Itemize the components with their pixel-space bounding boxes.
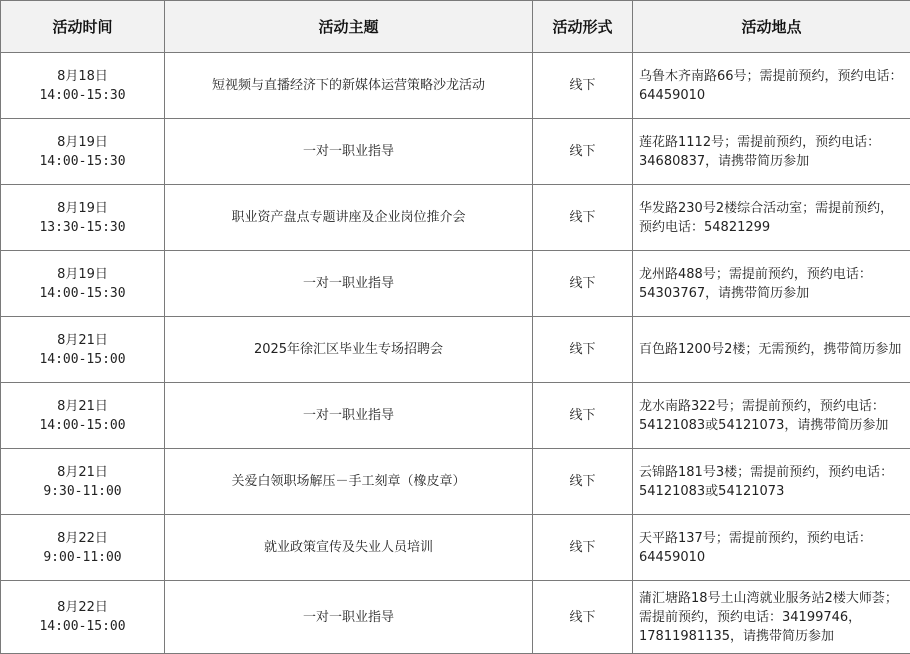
table-header: [1, 1, 910, 53]
location-cell: [633, 581, 910, 654]
time-text: 9:30-11:00: [5, 482, 160, 501]
location-text: 华发路230号2楼综合活动室；需提前预约，预约电话：54821299: [637, 199, 906, 237]
location-cell: [633, 53, 910, 119]
date-text: 8月19日: [5, 133, 160, 152]
location-text: 天平路137号；需提前预约，预约电话：64459010: [637, 529, 906, 567]
location-text: 龙水南路322号；需提前预约，预约电话：54121083或54121073，请携带简历参加: [637, 397, 906, 435]
location-text: 乌鲁木齐南路66号；需提前预约，预约电话：64459010: [637, 67, 906, 105]
table-row: [1, 449, 910, 515]
format-cell: 线下: [533, 383, 633, 449]
table-row: [1, 317, 910, 383]
location-cell: [633, 515, 910, 581]
time-text: 14:00-15:30: [5, 284, 160, 303]
format-cell: 线下: [533, 185, 633, 251]
location-cell: [633, 449, 910, 515]
topic-cell: 2025年徐汇区毕业生专场招聘会: [165, 317, 533, 383]
location-cell: [633, 185, 910, 251]
time-cell: [1, 449, 165, 515]
table-row: [1, 185, 910, 251]
location-cell: [633, 317, 910, 383]
table-body: [1, 53, 910, 654]
location-text: 云锦路181号3楼；需提前预约，预约电话：54121083或54121073: [637, 463, 906, 501]
location-cell: [633, 119, 910, 185]
format-cell: 线下: [533, 251, 633, 317]
table-row: [1, 515, 910, 581]
date-text: 8月21日: [5, 463, 160, 482]
format-cell: 线下: [533, 53, 633, 119]
time-text: 14:00-15:30: [5, 86, 160, 105]
format-cell: 线下: [533, 581, 633, 654]
time-cell: [1, 383, 165, 449]
time-text: 14:00-15:30: [5, 152, 160, 171]
topic-cell: 职业资产盘点专题讲座及企业岗位推介会: [165, 185, 533, 251]
table-row: [1, 383, 910, 449]
topic-cell: 一对一职业指导: [165, 119, 533, 185]
topic-cell: 就业政策宣传及失业人员培训: [165, 515, 533, 581]
header-activity-time: 活动时间: [1, 1, 165, 53]
time-cell: [1, 251, 165, 317]
topic-cell: 一对一职业指导: [165, 383, 533, 449]
table-row: [1, 53, 910, 119]
topic-cell: 关爱白领职场解压－手工刻章（橡皮章）: [165, 449, 533, 515]
format-cell: 线下: [533, 119, 633, 185]
location-cell: [633, 251, 910, 317]
location-text: 莲花路1112号；需提前预约，预约电话：34680837，请携带简历参加: [637, 133, 906, 171]
topic-cell: 一对一职业指导: [165, 251, 533, 317]
time-text: 13:30-15:30: [5, 218, 160, 237]
date-text: 8月21日: [5, 331, 160, 350]
time-cell: [1, 515, 165, 581]
header-activity-topic: 活动主题: [165, 1, 533, 53]
header-row: [1, 1, 910, 53]
date-text: 8月19日: [5, 265, 160, 284]
header-activity-format: 活动形式: [533, 1, 633, 53]
date-text: 8月22日: [5, 598, 160, 617]
time-text: 14:00-15:00: [5, 350, 160, 369]
time-cell: [1, 581, 165, 654]
date-text: 8月22日: [5, 529, 160, 548]
time-cell: [1, 317, 165, 383]
date-text: 8月21日: [5, 397, 160, 416]
table-row: [1, 251, 910, 317]
header-activity-location: 活动地点: [633, 1, 910, 53]
time-text: 14:00-15:00: [5, 617, 160, 636]
topic-cell: 短视频与直播经济下的新媒体运营策略沙龙活动: [165, 53, 533, 119]
time-cell: [1, 53, 165, 119]
table-row: [1, 119, 910, 185]
topic-cell: 一对一职业指导: [165, 581, 533, 654]
time-text: 9:00-11:00: [5, 548, 160, 567]
date-text: 8月19日: [5, 199, 160, 218]
format-cell: 线下: [533, 449, 633, 515]
time-cell: [1, 185, 165, 251]
time-text: 14:00-15:00: [5, 416, 160, 435]
format-cell: 线下: [533, 515, 633, 581]
format-cell: 线下: [533, 317, 633, 383]
location-cell: [633, 383, 910, 449]
time-cell: [1, 119, 165, 185]
location-text: 蒲汇塘路18号土山湾就业服务站2楼大师荟；需提前预约，预约电话：34199746，17811981135，请携带简历参加: [637, 589, 906, 646]
location-text: 龙州路488号；需提前预约，预约电话：54303767，请携带简历参加: [637, 265, 906, 303]
location-text: 百色路1200号2楼；无需预约，携带简历参加: [637, 340, 906, 359]
date-text: 8月18日: [5, 67, 160, 86]
table-row: [1, 581, 910, 654]
